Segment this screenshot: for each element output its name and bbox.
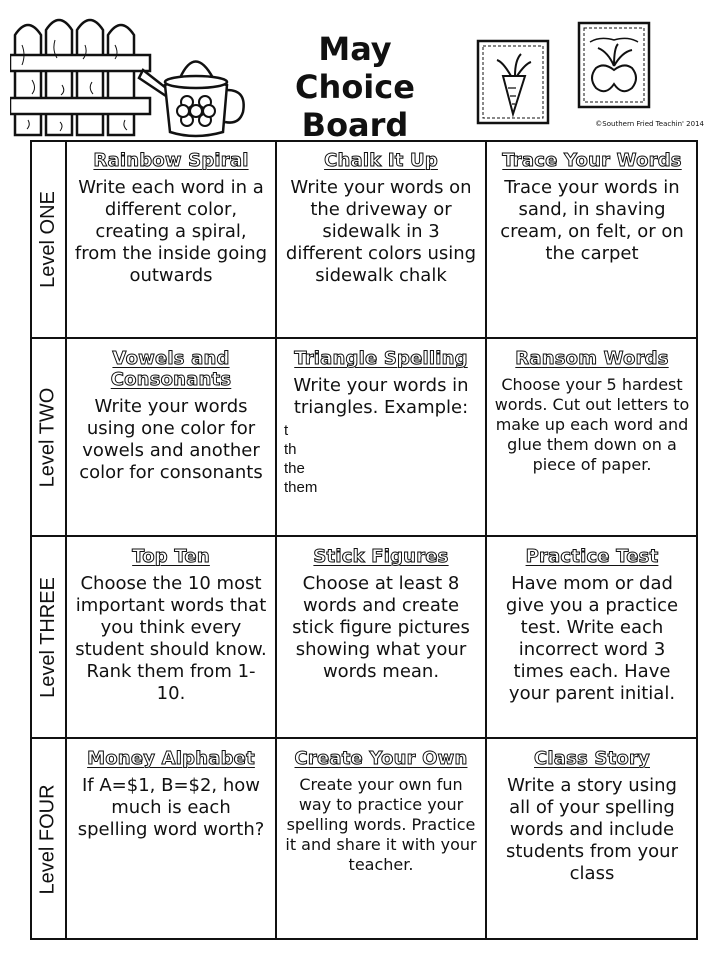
card-money-alphabet (66, 738, 276, 940)
card-ransom-words (486, 338, 698, 536)
choice-board (30, 140, 698, 940)
card-text: Trace your words in sand, in shaving cream, on felt, or on the carpet (500, 177, 684, 264)
card-title: Vowels and Consonants (110, 348, 232, 390)
card-title: Top Ten (132, 546, 210, 567)
example-line: them (284, 479, 318, 496)
watering-can-illustration (135, 40, 250, 140)
card-text: Write your words on the driveway or sidewalk in 3 different colors using sidewalk chalk (285, 177, 477, 286)
page-title (245, 30, 465, 144)
radish-seed-packet-illustration (576, 20, 652, 110)
card-text: Choose at least 8 words and create stick figure pictures showing what your words mean. (292, 573, 470, 682)
example-line: t (284, 422, 289, 439)
copyright-text: ©Southern Fried Teachin' 2014 (595, 120, 704, 128)
card-vowels-and-consonants (66, 338, 276, 536)
triangle-example (284, 421, 478, 497)
card-title: Practice Test (525, 546, 659, 567)
card-title: Triangle Spelling (294, 348, 468, 369)
card-trace-your-words (486, 140, 698, 338)
card-text: Write a story using all of your spelling words and include students from your class (506, 775, 678, 884)
example-line: the (284, 460, 305, 477)
card-practice-test (486, 536, 698, 738)
card-class-story (486, 738, 698, 940)
title-line-1: May (318, 30, 392, 68)
card-title: Create Your Own (294, 748, 468, 769)
card-title: Chalk It Up (324, 150, 438, 171)
level-two-label: Level TWO (36, 387, 59, 487)
card-chalk-it-up (276, 140, 486, 338)
card-text: If A=$1, B=$2, how much is each spelling word worth? (77, 775, 265, 840)
card-text: Have mom or dad give you a practice test. Write each incorrect word 3 times each. Have your parent initial. (505, 573, 679, 704)
card-text: Write your words in triangles. Example: (293, 375, 469, 418)
card-triangle-spelling (276, 338, 486, 536)
card-top-ten (66, 536, 276, 738)
card-text: Write your words using one color for vowels and another color for consonants (79, 396, 263, 483)
card-title: Stick Figures (313, 546, 449, 567)
level-four-label: Level FOUR (36, 783, 59, 895)
carrot-seed-packet-illustration (475, 38, 551, 126)
example-line: th (284, 441, 297, 458)
card-stick-figures (276, 536, 486, 738)
card-title: Rainbow Spiral (93, 150, 249, 171)
card-create-your-own (276, 738, 486, 940)
title-line-2: Choice Board (295, 68, 415, 144)
card-title: Trace Your Words (502, 150, 682, 171)
card-text: Choose your 5 hardest words. Cut out letters to make up each word and glue them down on a piece of paper. (494, 375, 690, 474)
card-text: Choose the 10 most important words that you think every student should know. Rank them from 1-10. (75, 573, 267, 704)
card-title: Money Alphabet (87, 748, 255, 769)
card-text: Write each word in a different color, creating a spiral, from the inside going outwards (74, 177, 268, 286)
header (0, 0, 720, 144)
card-title: Ransom Words (515, 348, 669, 369)
card-title: Class Story (534, 748, 650, 769)
card-rainbow-spiral (66, 140, 276, 338)
card-text: Create your own fun way to practice your spelling words. Practice it and share it with your teacher. (285, 775, 477, 874)
level-one-label: Level ONE (36, 190, 59, 288)
level-three-label: Level THREE (36, 576, 59, 698)
